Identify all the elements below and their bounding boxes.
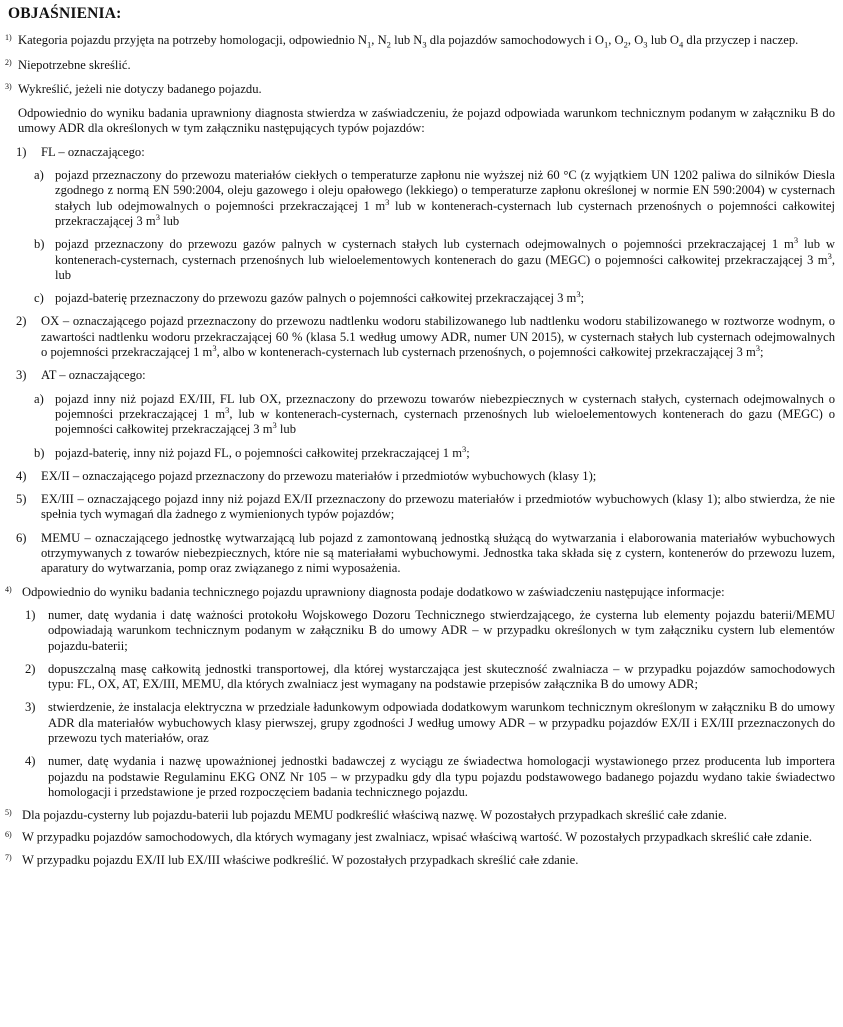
footnote-marker: 4) <box>5 584 12 594</box>
list-subitem-fl-b: b) pojazd przeznaczony do przewozu gazów palnych w cysternach stałych lub cysternach odejmowalnych o pojemności przekraczającej 1 $m^3$ lub w kontenerach-cysternach, cysternach przenośnych lub wieloelementowych kontenerach do gazu (MEGC) o pojemności całkowitej przekraczającej 3 $m^3$, lub <box>34 235 836 282</box>
list-number: 3) <box>25 700 36 715</box>
list-text: numer, datę wydania i nazwę upoważnionej jednostki badawczej z wyciągu ze świadectwa homologacji wystawionego przez producenta lub importera pojazdu na podstawie Regulaminu EKG ONZ Nr 105 – w przypadku gdy dla typu pojazdu podstawowego badanego pojazdu wydano takie świadectwo homologacji i przedstawione je przed rozpoczęciem badania technicznego pojazdu. <box>48 754 835 799</box>
list-item-ex-iii <box>8 492 835 523</box>
list-subitem-at-a: a) pojazd inny niż pojazd EX/III, FL lub OX, przeznaczony do przewozu towarów niebezpiecznych w cysternach stałych, cysternach odejmowalnych o pojemności przekraczającej 1 $m^3$, lub w kontenerach-cysternach, cysternach przenośnych lub wieloelementowych kontenerach do gazu (MEGC) o pojemności całkowitej przekraczającej 3 $m^3$ lub <box>34 391 836 437</box>
list-text: EX/III – oznaczającego pojazd inny niż pojazd EX/II przeznaczony do przewozu materiałów i przedmiotów wybuchowych (klasy 1); albo stwierdza, że nie spełnia tych wymagań dla żadnego z wymienionych typów pojazdów; <box>41 492 835 522</box>
footnote-marker: 2) <box>5 57 12 67</box>
list-text: numer, datę wydania i datę ważności protokołu Wojskowego Dozoru Technicznego stwierdzającego, że cysterna lub elementy pojazdu baterii/MEMU odpowiadają warunkom technicznym podanym w załączniku B do umowy ADR – w przypadku określonych w tym załączniku cystern lub elementów pojazdu-baterii; <box>48 607 835 653</box>
list-number: a) <box>34 168 44 183</box>
list-text: dopuszczalną masę całkowitą jednostki transportowej, dla której wystarczająca jest skuteczność zwalniacza – w przypadku pojazdów samochodowych typu: FL, OX, AT, EX/III, MEMU, dla których zwalniacz jest wymagany na podstawie przepisów załącznika B do umowy ADR; <box>48 661 835 692</box>
list-item-memu <box>8 531 835 577</box>
footnote-2 <box>5 57 835 73</box>
list-number: 6) <box>16 530 27 545</box>
list-text: stwierdzenie, że instalacja elektryczna w przedziale ładunkowym odpowiada dodatkowym warunkom technicznym określonym w załączniku B do umowy ADR dla materiałów wybuchowych klasy pierwszej, grupy zgodności J według umowy ADR – w przypadku pojazdów EX/II i EX/III przeznaczonych do przewozu tych materiałów, oraz <box>48 700 835 745</box>
list-text: MEMU – oznaczającego jednostkę wytwarzającą lub pojazd z zamontowaną jednostką służącą do wytwarzania i elaborowania materiałów wybuchowych otrzymywanych z towarów niebezpiecznych, które nie są materiałami wybuchowymi. Jednostka taka składa się z cystern, kontenerów do przewozu luzem, aparatury do wytwarzania, pomp oraz związanego z nimi wyposażenia. <box>41 530 835 576</box>
footnote-3 <box>5 81 835 97</box>
footnote-text: W przypadku pojazdów samochodowych, dla których wymagany jest zwalniacz, wpisać właściwą wartość. W pozostałych przypadkach skreślić całe zdanie. <box>22 830 812 845</box>
footnote-marker: 6) <box>5 830 12 840</box>
intro-paragraph: Odpowiednio do wyniku badania uprawniony diagnosta stwierdza w zaświadczeniu, że pojazd odpowiada warunkom technicznym podanym w załączniku B do umowy ADR dla określonych w tym załączniku następujących typów pojazdów: <box>18 106 835 136</box>
list-number: b) <box>34 445 45 460</box>
list-subitem-fl-a: a) pojazd przeznaczony do przewozu materiałów ciekłych o temperaturze zapłonu nie wyższej niż 60 °C (z wyjątkiem UN 1202 paliwa do silników Diesla zgodnego z normą EN 590:2004, oleju gazowego i oleju opałowego (lekkiego) o temperaturze zapłonu określonej w normie EN 590:2004) w cysternach stałych lub odejmowalnych o pojemności przekraczającej 1 $m^3$ lub w kontenerach-cysternach lub cysternach przenośnych o pojemności całkowitej przekraczającej 3 $m^3$ lub <box>34 168 835 228</box>
footnote-text: W przypadku pojazdu EX/II lub EX/III właściwe podkreślić. W pozostałych przypadkach skreślić całe zdanie. <box>22 852 579 867</box>
info-item-1 <box>8 608 835 654</box>
list-number: 5) <box>16 492 27 507</box>
list-subitem-fl-c: c) pojazd-baterię przeznaczony do przewozu gazów palnych o pojemności całkowitej przekraczającej 3 $m^3$; <box>34 288 585 306</box>
list-number: c) <box>34 291 44 306</box>
list-number: a) <box>34 391 44 406</box>
footnote-4 <box>5 584 835 600</box>
footnote-7 <box>5 852 835 868</box>
footnote-marker: 7) <box>5 852 12 862</box>
list-text: EX/II – oznaczającego pojazd przeznaczony do przewozu materiałów i przedmiotów wybuchowych (klasy 1); <box>41 468 597 483</box>
list-item-fl <box>8 145 835 160</box>
footnote-1: 1) Kategoria pojazdu przyjęta na potrzeby homologacji, odpowiednio $N_1$, $N_2$ lub $N_3$ dla pojazdów samochodowych i $O_1$, $O_2$, $O_3$ lub $O_4$ dla przyczep i naczep. <box>8 33 835 48</box>
list-number: 4) <box>16 468 27 483</box>
list-number: b) <box>34 237 45 252</box>
list-number: 3) <box>16 368 27 383</box>
list-number: 1) <box>16 144 27 159</box>
info-item-2 <box>8 662 835 693</box>
footnote-text: Odpowiednio do wyniku badania technicznego pojazdu uprawniony diagnosta podaje dodatkowo w zaświadczeniu następujące informacje: <box>22 584 725 599</box>
list-text: AT – oznaczającego: <box>41 368 146 383</box>
list-item-ox: 2) OX – oznaczającego pojazd przeznaczony do przewozu nadtlenku wodoru stabilizowanego lub nadtlenku wodoru stabilizowanego w roztworze wodnym, o zawartości nadtlenku wodoru przekraczającej 60 % (klasa 5.1 według umowy ADR, numer UN 2015), w cysternach stałych lub cysternach odejmowalnych o pojemności przekraczającej 1 $m^3$, albo w kontenerach-cysternach lub cysternach przenośnych, o pojemności całkowitej przekraczającej 3 $m^3$; <box>16 314 835 360</box>
footnote-marker: 3) <box>5 81 12 91</box>
list-text: FL – oznaczającego: <box>41 144 145 159</box>
footnote-text: Wykreślić, jeżeli nie dotyczy badanego pojazdu. <box>18 81 262 96</box>
footnote-text: Niepotrzebne skreślić. <box>18 57 131 72</box>
footnote-text: Dla pojazdu-cysterny lub pojazdu-baterii lub pojazdu MEMU podkreślić właściwą nazwę. W pozostałych przypadkach skreślić całe zdanie. <box>22 808 727 823</box>
list-subitem-at-b: b) pojazd-baterię, inny niż pojazd FL, o pojemności całkowitej przekraczającej 1 $m^3$; <box>34 443 470 460</box>
page-title: OBJAŚNIENIA: <box>8 5 122 22</box>
footnote-marker: 1) <box>5 33 12 43</box>
list-number: 2) <box>16 314 27 329</box>
info-item-3 <box>8 700 835 746</box>
footnote-marker: 5) <box>5 808 12 818</box>
footnote-5 <box>5 808 835 823</box>
list-number: 1) <box>25 607 36 622</box>
list-item-at <box>8 368 835 383</box>
info-item-4 <box>8 754 835 800</box>
footnote-6 <box>5 830 835 845</box>
list-number: 4) <box>25 754 36 769</box>
list-item-ex-ii <box>8 469 835 484</box>
list-number: 2) <box>25 661 36 676</box>
